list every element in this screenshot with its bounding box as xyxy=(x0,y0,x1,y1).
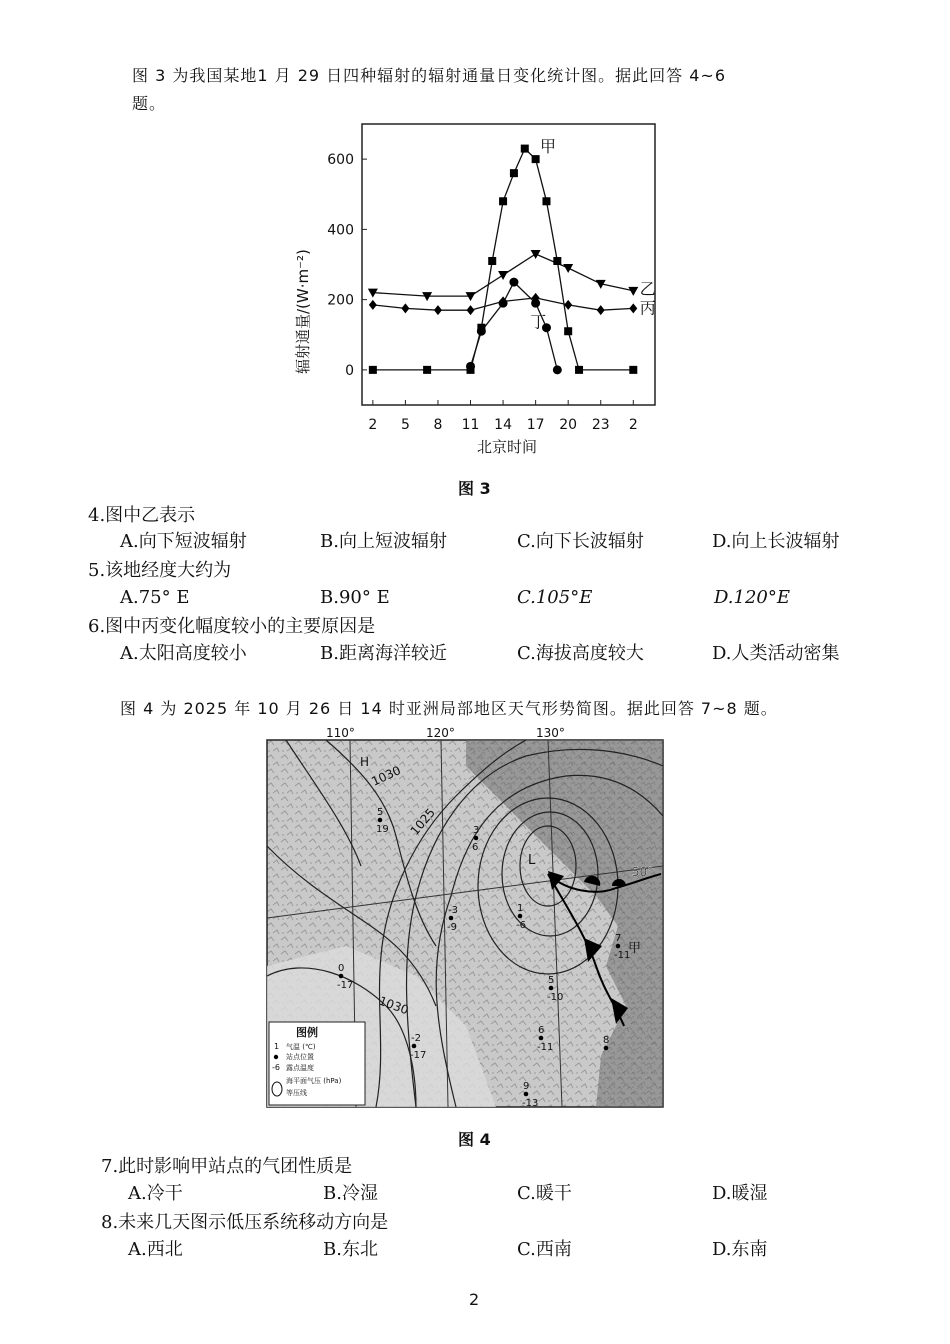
station-dot xyxy=(412,1044,417,1049)
chart-xlabel: 北京时间 xyxy=(476,438,538,456)
station-dot xyxy=(539,1036,544,1041)
data-point-甲 xyxy=(499,197,507,205)
q6-option-a[interactable]: A.太阳高度较小 xyxy=(120,643,247,664)
data-point-甲 xyxy=(629,366,637,374)
data-point-丁 xyxy=(553,365,562,374)
q6-option-d[interactable]: D.人类活动密集 xyxy=(712,643,840,664)
station-dewpoint: -10 xyxy=(547,992,564,1003)
lon-110: 110° xyxy=(326,726,355,740)
series-label-乙: 乙 xyxy=(639,279,656,299)
station-temp: 3 xyxy=(473,825,480,836)
q8-option-a[interactable]: A.西北 xyxy=(128,1239,183,1260)
q6-option-b[interactable]: B.距离海洋较近 xyxy=(320,643,447,664)
data-point-丙 xyxy=(597,305,605,315)
fig4-caption: 图 4 xyxy=(458,1130,491,1149)
series-label-丁: 丁 xyxy=(530,312,547,332)
x-tick-label: 23 xyxy=(591,417,610,433)
isobar-label-1025: 1025 xyxy=(407,805,438,838)
station-temp: 5 xyxy=(548,975,555,986)
page-number: 2 xyxy=(469,1290,480,1309)
data-point-甲 xyxy=(532,155,540,163)
station-temp: 9 xyxy=(523,1081,530,1092)
data-point-乙 xyxy=(498,271,508,280)
station-dewpoint: 19 xyxy=(376,824,389,835)
data-point-乙 xyxy=(531,250,541,259)
data-point-丙 xyxy=(434,305,442,315)
data-point-丁 xyxy=(499,299,508,308)
data-point-丁 xyxy=(477,327,486,336)
q7-option-b[interactable]: B.冷湿 xyxy=(323,1183,378,1204)
q5-option-d[interactable]: D.120°E xyxy=(714,587,791,608)
x-tick-label: 17 xyxy=(526,417,545,433)
x-tick-label: 5 xyxy=(400,417,410,433)
isobar-label-1030-north: 1030 xyxy=(369,763,403,789)
x-tick-label: 14 xyxy=(494,417,512,433)
map-legend xyxy=(269,1022,365,1105)
station-temp: 7 xyxy=(615,933,622,944)
q8-option-c[interactable]: C.西南 xyxy=(517,1239,572,1260)
station-temp: 5 xyxy=(377,807,384,818)
data-point-甲 xyxy=(521,145,529,153)
y-tick-label: 0 xyxy=(345,362,354,379)
y-tick-label: 400 xyxy=(327,222,354,239)
station-temp: 1 xyxy=(517,903,524,914)
lon-120: 120° xyxy=(426,726,455,740)
q4-option-d[interactable]: D.向上长波辐射 xyxy=(712,531,840,552)
q5-stem: 5.该地经度大约为 xyxy=(88,560,232,581)
q7-option-d[interactable]: D.暖湿 xyxy=(712,1183,768,1204)
x-tick-label: 2 xyxy=(628,417,638,433)
station-temp: 6 xyxy=(538,1025,545,1036)
q7-option-a[interactable]: A.冷干 xyxy=(128,1183,183,1204)
lat-50: 50° xyxy=(632,865,654,879)
data-point-甲 xyxy=(488,257,496,265)
q5-option-a[interactable]: A.75° E xyxy=(120,587,190,608)
data-point-甲 xyxy=(553,257,561,265)
x-tick-label: 2 xyxy=(368,417,378,433)
data-point-丙 xyxy=(401,303,409,313)
station-dewpoint: -17 xyxy=(337,980,354,991)
lon-130: 130° xyxy=(536,726,565,740)
q6-option-c[interactable]: C.海拔高度较大 xyxy=(517,643,644,664)
station-temp: 8 xyxy=(603,1035,610,1046)
station-temp: 0 xyxy=(338,963,345,974)
q8-option-b[interactable]: B.东北 xyxy=(323,1239,378,1260)
plot-frame xyxy=(362,124,655,405)
station-dewpoint: -11 xyxy=(537,1042,554,1053)
q7-option-c[interactable]: C.暖干 xyxy=(517,1183,572,1204)
data-point-丙 xyxy=(369,300,377,310)
low-pressure-label: L xyxy=(528,853,536,868)
station-dot xyxy=(474,836,479,841)
series-label-甲: 甲 xyxy=(539,137,556,157)
series-label-丙: 丙 xyxy=(639,298,656,318)
station-dot xyxy=(524,1092,529,1097)
station-dewpoint: -6 xyxy=(516,920,526,931)
legend-sample-dew: -6 xyxy=(272,1063,280,1072)
chart-ylabel: 辐射通量/(W·m⁻²) xyxy=(294,249,312,374)
q8-stem: 8.未来几天图示低压系统移动方向是 xyxy=(101,1212,389,1233)
data-point-丁 xyxy=(509,278,518,287)
x-tick-label: 8 xyxy=(433,417,443,433)
legend-title: 图例 xyxy=(296,1026,318,1039)
intro-fig4: 图 4 为 2025 年 10 月 26 日 14 时亚洲局部地区天气形势简图。据此回答 7~8 题。 xyxy=(120,699,778,718)
station-dewpoint: -17 xyxy=(410,1050,427,1061)
station-dot xyxy=(616,944,621,949)
legend-item-isobar: 等压线 xyxy=(286,1089,307,1097)
station-jia-label: 甲 xyxy=(628,941,642,956)
station-temp: -2 xyxy=(411,1033,421,1044)
station-dot xyxy=(339,974,344,979)
legend-item-station: 站点位置 xyxy=(286,1053,314,1061)
data-point-甲 xyxy=(542,197,550,205)
q7-stem: 7.此时影响甲站点的气团性质是 xyxy=(101,1156,353,1177)
intro-fig3-line2: 题。 xyxy=(132,94,167,113)
data-point-乙 xyxy=(628,287,638,296)
series-line-甲 xyxy=(373,149,633,370)
high-pressure-label: H xyxy=(360,755,370,769)
data-point-乙 xyxy=(563,264,573,273)
station-temp: -3 xyxy=(448,905,458,916)
q4-option-c[interactable]: C.向下长波辐射 xyxy=(517,531,644,552)
data-point-甲 xyxy=(575,366,583,374)
q4-stem: 4.图中乙表示 xyxy=(88,505,196,526)
data-point-甲 xyxy=(423,366,431,374)
legend-item-temp: 气温 (℃) xyxy=(286,1043,316,1051)
q6-stem: 6.图中丙变化幅度较小的主要原因是 xyxy=(88,616,376,637)
station-dewpoint: -9 xyxy=(447,922,457,933)
station-dewpoint: 6 xyxy=(472,842,479,853)
data-point-甲 xyxy=(369,366,377,374)
data-point-丙 xyxy=(467,305,475,315)
fig3-caption: 图 3 xyxy=(458,479,491,498)
data-point-丁 xyxy=(531,299,540,308)
isobar-label-1030-south: 1030 xyxy=(376,993,411,1018)
q8-option-d[interactable]: D.东南 xyxy=(712,1239,768,1260)
x-tick-label: 11 xyxy=(461,417,480,433)
station-dot xyxy=(378,818,383,823)
data-point-丙 xyxy=(564,300,572,310)
station-dewpoint: -13 xyxy=(522,1098,539,1109)
data-point-甲 xyxy=(564,327,572,335)
station-dewpoint: -11 xyxy=(614,950,631,961)
q5-option-c[interactable]: C.105°E xyxy=(517,587,593,608)
station-dot xyxy=(604,1046,609,1051)
data-point-丁 xyxy=(466,362,475,371)
legend-item-dewpoint: 露点温度 xyxy=(286,1064,314,1072)
station-dot xyxy=(549,986,554,991)
y-tick-label: 200 xyxy=(327,292,354,309)
weather-map xyxy=(266,726,666,1110)
q4-option-a[interactable]: A.向下短波辐射 xyxy=(120,531,247,552)
q5-option-b[interactable]: B.90° E xyxy=(320,587,390,608)
intro-fig3-line1: 图 3 为我国某地1 月 29 日四种辐射的辐射通量日变化统计图。据此回答 4~6 xyxy=(132,66,727,85)
q4-option-b[interactable]: B.向上短波辐射 xyxy=(320,531,447,552)
legend-sample-temp: 1 xyxy=(274,1042,280,1051)
station-dot xyxy=(518,914,523,919)
x-tick-label: 20 xyxy=(559,417,578,433)
radiation-chart xyxy=(280,118,680,463)
legend-item-pressure: 海平面气压 (hPa) xyxy=(286,1077,342,1085)
y-tick-label: 600 xyxy=(327,152,354,169)
data-point-丙 xyxy=(629,303,637,313)
data-point-甲 xyxy=(510,169,518,177)
station-dot xyxy=(449,916,454,921)
